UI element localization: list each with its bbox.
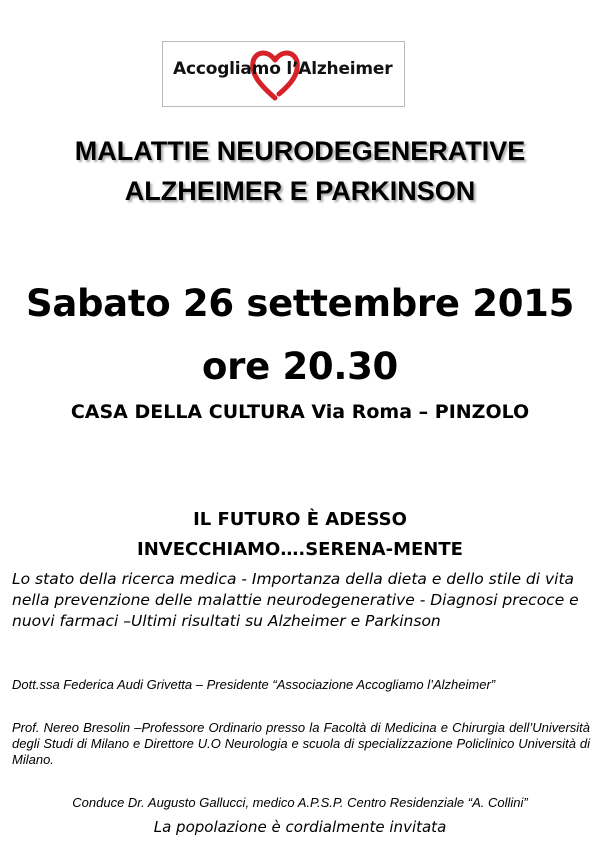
moderator-line: Conduce Dr. Augusto Gallucci, medico A.P.S.P. Centro Residenziale “A. Collini”	[72, 795, 528, 810]
logo-text: Accogliamo l’Alzheimer	[173, 59, 393, 79]
invitation-line: La popolazione è cordialmente invitata	[153, 818, 447, 836]
main-title-line-2: ALZHEIMER E PARKINSON	[124, 176, 476, 206]
speaker-1: Dott.ssa Federica Audi Grivetta – Presidente “Associazione Accogliamo l’Alzheimer”	[12, 677, 496, 692]
event-time: ore 20.30	[202, 345, 398, 388]
event-date: Sabato 26 settembre 2015	[25, 282, 575, 325]
subtitle-line-2: INVECCHIAMO….SERENA-MENTE	[137, 539, 463, 560]
subtitle-line-1: IL FUTURO È ADESSO	[193, 509, 407, 530]
logo	[162, 41, 405, 107]
event-venue: CASA DELLA CULTURA Via Roma – PINZOLO	[70, 401, 530, 423]
speaker-2: Prof. Nereo Bresolin –Professore Ordinario presso la Facoltà di Medicina e Chirurgia dell’Università degli Studi di Milano e Direttore U.O Neurologia e scuola di specializzazione Policlinico Università di Milano.	[12, 720, 590, 767]
main-title-line-1: MALATTIE NEURODEGENERATIVE	[74, 136, 526, 166]
event-description: Lo stato della ricerca medica - Importanza della dieta e dello stile di vita nella prevenzione delle malattie neurodegenerative - Diagnosi precoce e nuovi farmaci –Ultimi risultati su Alzheimer e Parkinson	[12, 570, 579, 630]
